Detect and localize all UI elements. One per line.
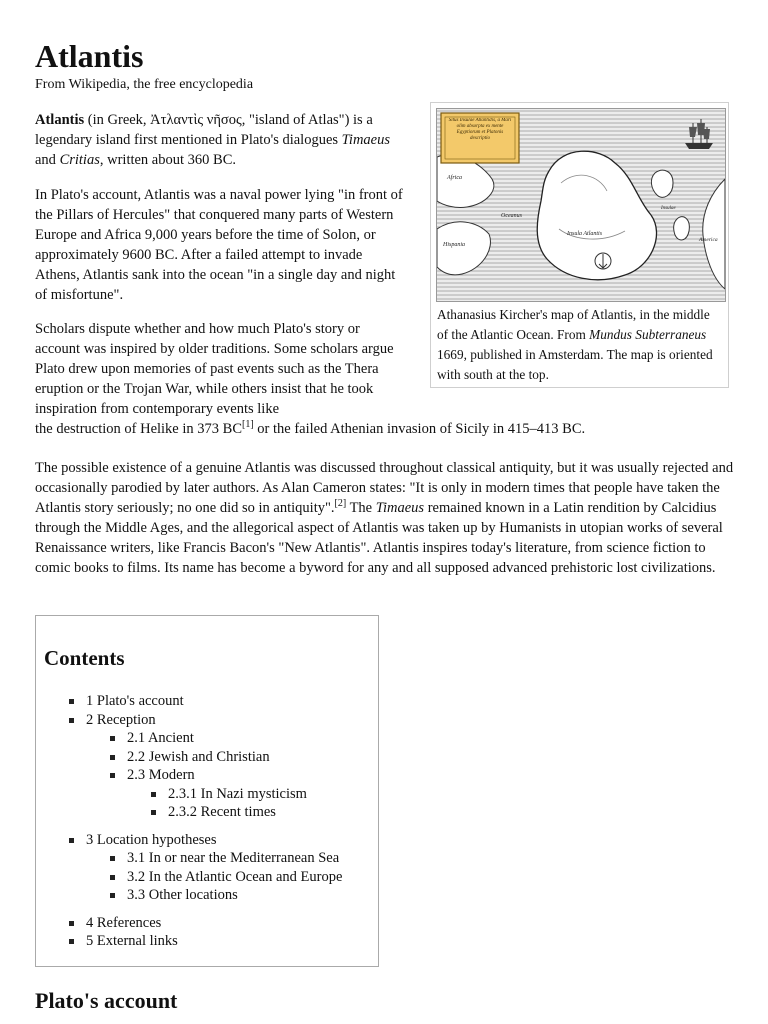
toc-heading: Contents: [44, 646, 125, 670]
lead-italic-critias: Critias: [59, 152, 100, 168]
toc-item-label[interactable]: 4 References: [86, 914, 162, 931]
toc-item[interactable]: [110, 729, 369, 748]
lead-end: , written about 360 BC.: [99, 152, 236, 168]
toc-item[interactable]: [69, 914, 369, 933]
toc-item-label[interactable]: 3.1 In or near the Mediterranean Sea: [127, 850, 340, 866]
bullet-icon: [69, 939, 74, 944]
paragraph-existence-a: The possible existence of a genuine Atlantis was discussed throughout classical antiquity, but it was usually rejected and occasionally parodied by later authors. As Alan Cameron states: "It is only in modern times that people have taken the Atlantis story seriously; no one did so in antiquity".: [35, 460, 734, 516]
toc-item[interactable]: [110, 766, 369, 822]
ship-hull-icon: [685, 143, 713, 149]
bullet-icon: [69, 921, 74, 926]
bullet-icon: [110, 875, 115, 880]
figure-caption: [437, 305, 723, 385]
toc-item-label[interactable]: 2.2 Jewish and Christian: [127, 748, 270, 765]
bullet-icon: [69, 718, 74, 723]
map-label-hispania: Hispania: [443, 242, 466, 248]
toc-sublist: [110, 849, 369, 905]
toc-item-label[interactable]: 3 Location hypotheses: [86, 831, 217, 848]
toc-list: [69, 692, 369, 951]
lead-italic-timaeus: Timaeus: [341, 132, 390, 148]
toc-item-label[interactable]: 3.2 In the Atlantic Ocean and Europe: [127, 868, 343, 885]
map-label-africa: Africa: [447, 175, 462, 181]
page-title: Atlantis: [35, 38, 144, 74]
atlantis-map: [437, 109, 725, 301]
toc-item-label[interactable]: 2.3.1 In Nazi mysticism: [168, 785, 307, 802]
toc-item[interactable]: [110, 886, 369, 905]
map-label-america: America: [699, 237, 718, 243]
table-of-contents: [35, 615, 379, 967]
toc-item-label[interactable]: 2.3.2 Recent times: [168, 804, 276, 820]
paragraph-existence-b: The: [346, 500, 376, 516]
map-image[interactable]: [436, 108, 726, 302]
toc-sublist: [151, 785, 369, 822]
bullet-icon: [110, 893, 115, 898]
toc-item[interactable]: [110, 868, 369, 887]
bullet-icon: [69, 699, 74, 704]
toc-item-label[interactable]: 1 Plato's account: [86, 693, 184, 709]
bullet-icon: [110, 856, 115, 861]
map-figure: [430, 102, 729, 388]
paragraph-scholars-wide-a: the destruction of Helike in 373 BC: [35, 421, 242, 437]
reference-link-1[interactable]: [1]: [242, 419, 254, 431]
toc-item[interactable]: [110, 849, 369, 868]
toc-item[interactable]: [69, 711, 369, 822]
bullet-icon: [110, 755, 115, 760]
reference-link-2[interactable]: [2]: [334, 498, 347, 510]
toc-item[interactable]: [69, 932, 369, 951]
map-label-islands: Insulae: [661, 206, 676, 211]
caption-text-a: Athanasius Kircher's map of Atlantis, in the middle of the Atlantic Ocean. From: [437, 307, 710, 342]
bullet-icon: [110, 773, 115, 778]
toc-item-label[interactable]: 2.3 Modern: [127, 767, 195, 783]
paragraph-existence-c: remained known in a Latin rendition by Calcidius through the Middle Ages, and the allegorical aspect of Atlantis was taken up by Humanists in utopian works of several Renaissance writers, like Francis Bacon's "New Atlantis". Atlantis inspires today's literature, from science fiction to comic books to films. Its name has become a byword for any and all supposed advanced prehistoric lost civilizations.: [35, 500, 723, 576]
map-label-island: Insula Atlantis: [567, 231, 603, 237]
toc-item-label[interactable]: 3.3 Other locations: [127, 887, 238, 903]
paragraph-scholars-wide-b: or the failed Athenian invasion of Sicily in 415–413 BC.: [253, 421, 586, 437]
bullet-icon: [110, 736, 115, 741]
section-heading: Plato's account: [35, 988, 178, 1013]
lead-bold-term: Atlantis: [35, 112, 85, 128]
toc-item[interactable]: [151, 785, 369, 804]
toc-item-label[interactable]: 5 External links: [86, 933, 178, 949]
toc-spacer: [69, 822, 369, 831]
lead-paragraph: [35, 110, 407, 170]
lead-text: (in Greek, Ἀτλαντὶς νῆσος, "island of Atlas") is a legendary island first mentioned in Plato's dialogues: [35, 112, 373, 148]
paragraph-scholars-narrow: Scholars dispute whether and how much Plato's story or account was inspired by older traditions. Some scholars argue Plato drew upon memories of past events such as the Thera eruption or the Trojan War, while others insist that he took inspiration from contemporary events like: [35, 321, 394, 417]
bullet-icon: [151, 792, 156, 797]
toc-item[interactable]: [69, 692, 369, 711]
toc-item[interactable]: [110, 748, 369, 767]
caption-text-b: 1669, published in Amsterdam. The map is oriented with south at the top.: [437, 347, 713, 382]
toc-item-label[interactable]: 2.1 Ancient: [127, 730, 194, 746]
map-label-oceanus: Oceanus: [501, 213, 522, 219]
small-island: [674, 217, 690, 240]
bullet-icon: [69, 838, 74, 843]
paragraph-existence: [35, 458, 735, 578]
page-subtitle: From Wikipedia, the free encyclopedia: [35, 77, 254, 92]
cartouche-text: Situs Insulae Atlantidis, a Mari olim absorpta ex mente Egyptiorum et Platonis descriptio: [448, 118, 512, 141]
toc-sublist: [110, 729, 369, 822]
toc-item[interactable]: [69, 831, 369, 905]
toc-item[interactable]: [151, 803, 369, 822]
toc-item-label[interactable]: 2 Reception: [86, 711, 156, 728]
caption-italic: Mundus Subterraneus: [589, 327, 707, 342]
lead-mid: and: [35, 152, 60, 168]
paragraph-platos-account: In Plato's account, Atlantis was a naval power lying "in front of the Pillars of Hercules" that conquered many parts of Western Europe and Africa 9,000 years before the time of Solon, or approximately 9600 BC. After a failed attempt to invade Athens, Atlantis sank into the ocean "in a single day and night of misfortune".: [35, 187, 403, 303]
bullet-icon: [151, 810, 156, 815]
toc-spacer: [69, 905, 369, 914]
paragraph-existence-italic: Timaeus: [375, 500, 425, 516]
